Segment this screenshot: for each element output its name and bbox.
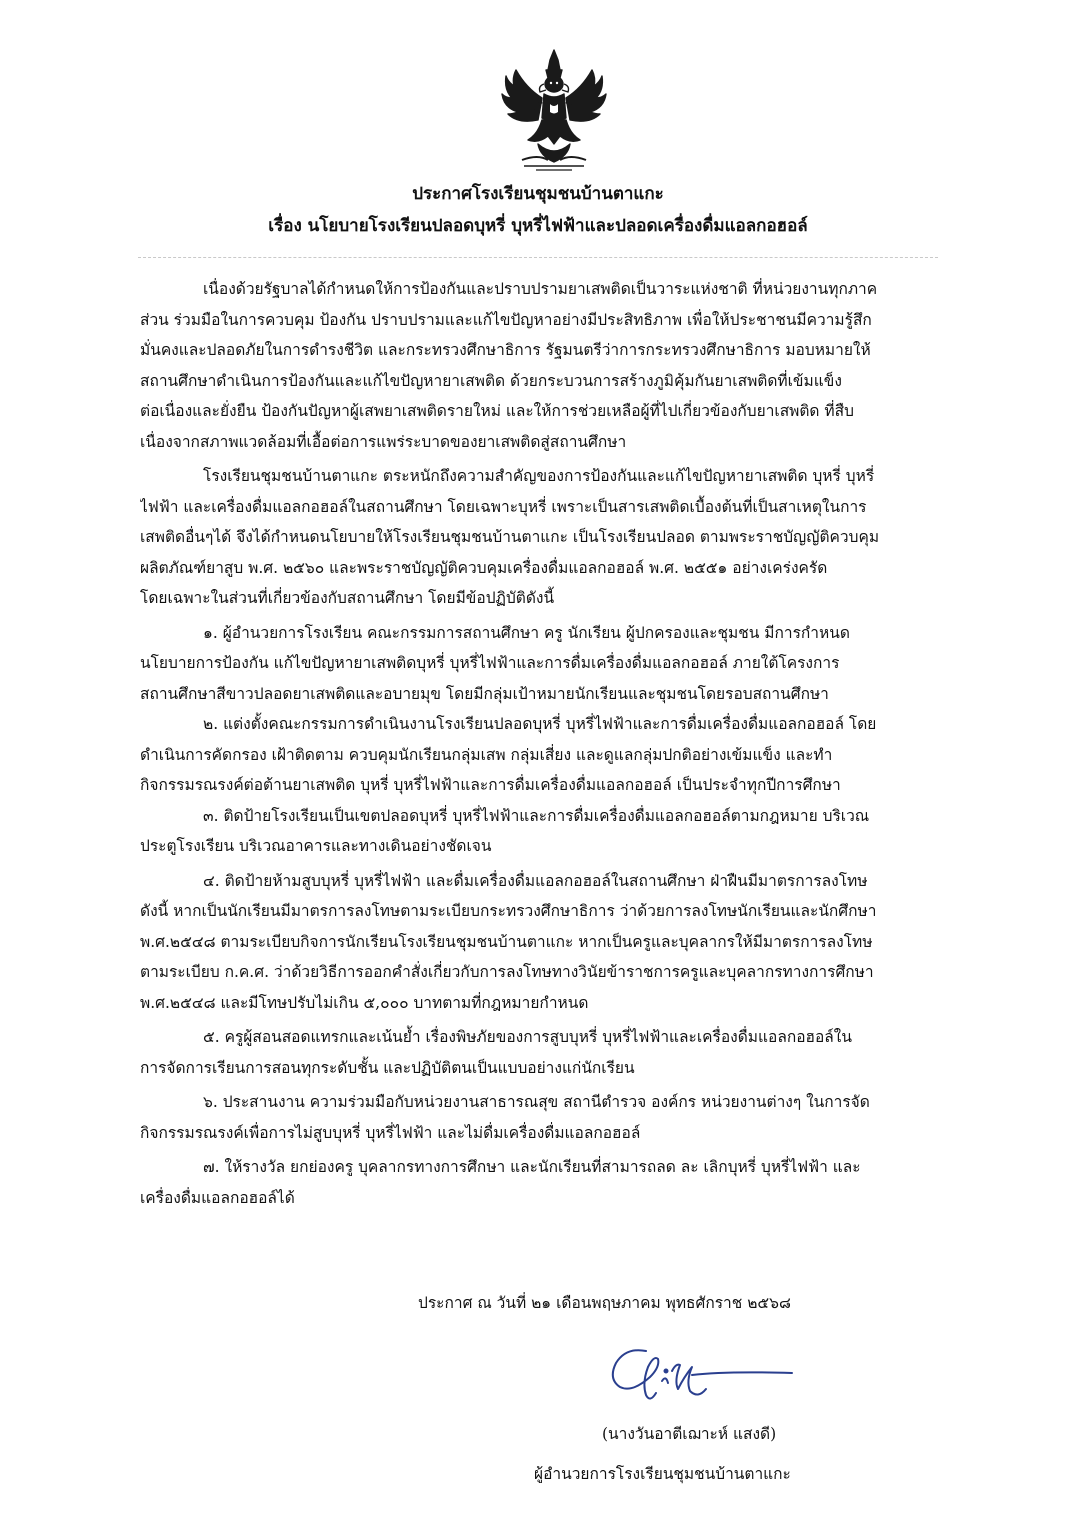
- title-divider: [138, 257, 938, 258]
- policy-item-3: [140, 801, 970, 862]
- text-line: พ.ศ.๒๕๔๘ และมีโทษปรับไม่เกิน ๕,๐๐๐ บาทตามที่กฎหมายกำหนด: [140, 993, 589, 1012]
- announcement-subject: เรื่อง นโยบายโรงเรียนปลอดบุหรี่ บุหรี่ไฟฟ้าและปลอดเครื่องดื่มแอลกอฮอล์: [268, 216, 808, 236]
- text-line: เครื่องดื่มแอลกอฮอล์ได้: [140, 1188, 295, 1207]
- text-line: ดำเนินการคัดกรอง เฝ้าติดตาม ควบคุมนักเรียนกลุ่มเสพ กลุ่มเสี่ยง และดูแลกลุ่มปกติอย่างเข้มแข็ง และทำ: [140, 745, 833, 764]
- text-line: ๗. ให้รางวัล ยกย่องครู บุคลากรทางการศึกษา และนักเรียนที่สามารถลด ละ เลิกบุหรี่ บุหรี่ไฟฟ้า และ: [203, 1158, 861, 1176]
- text-line: ๖. ประสานงาน ความร่วมมือกับหน่วยงานสาธารณสุข สถานีตำรวจ องค์กร หน่วยงานต่างๆ ในการจัด: [203, 1093, 870, 1111]
- text-line: ดังนี้ หากเป็นนักเรียนมีมาตรการลงโทษตามระเบียบกระทรวงศึกษาธิการ ว่าด้วยการลงโทษนักเรียนและนักศึกษา: [140, 902, 877, 920]
- text-line: กิจกรรมรณรงค์เพื่อการไม่สูบบุหรี่ บุหรี่ไฟฟ้า และไม่ดื่มเครื่องดื่มแอลกอฮอล์: [140, 1123, 641, 1142]
- text-line: ตามระเบียบ ก.ค.ศ. ว่าด้วยวิธีการออกคำสั่งเกี่ยวกับการลงโทษทางวินัยข้าราชการครูและบุคลากรทางการศึกษา: [140, 963, 874, 981]
- policy-item-6: [140, 1087, 970, 1148]
- text-line: ๒. แต่งตั้งคณะกรรมการดำเนินงานโรงเรียนปลอดบุหรี่ บุหรี่ไฟฟ้าและการดื่มเครื่องดื่มแอลกอฮอล์ โดย: [203, 715, 877, 733]
- text-line: เสพติดอื่นๆได้ จึงได้กำหนดนโยบายให้โรงเรียนชุมชนบ้านตาแกะ เป็นโรงเรียนปลอด ตามพระราชบัญญัติควบคุม: [140, 528, 880, 546]
- policy-item-5: [140, 1022, 970, 1083]
- text-line: ๔. ติดป้ายห้ามสูบบุหรี่ บุหรี่ไฟฟ้า และดื่มเครื่องดื่มแอลกอฮอล์ในสถานศึกษา ฝ่าฝืนมีมาตรการลงโทษ: [203, 871, 868, 890]
- announcement-title: ประกาศโรงเรียนชุมชนบ้านตาแกะ: [412, 184, 664, 204]
- text-line: เนื่องจากสภาพแวดล้อมที่เอื้อต่อการแพร่ระบาดของยาเสพติดสู่สถานศึกษา: [140, 432, 627, 451]
- text-line: การจัดการเรียนการสอนทุกระดับชั้น และปฏิบัติตนเป็นแบบอย่างแก่นักเรียน: [140, 1058, 635, 1077]
- signature-icon: [606, 1337, 796, 1417]
- text-line: เนื่องด้วยรัฐบาลได้กำหนดให้การป้องกันและปราบปรามยาเสพติดเป็นวาระแห่งชาติ ที่หน่วยงานทุกภาค: [203, 280, 878, 298]
- policy-item-7: [140, 1152, 970, 1213]
- text-line: ประตูโรงเรียน บริเวณอาคารและทางเดินอย่างชัดเจน: [140, 837, 492, 855]
- text-line: สถานศึกษาสีขาวปลอดยาเสพติดและอบายมุข โดยมีกลุ่มเป้าหมายนักเรียนและชุมชนโดยรอบสถานศึกษา: [140, 684, 829, 703]
- handwritten-signature: [606, 1337, 796, 1417]
- announcement-body: [140, 274, 970, 1213]
- text-line: โรงเรียนชุมชนบ้านตาแกะ ตระหนักถึงความสำคัญของการป้องกันและแก้ไขปัญหายาเสพติด บุหรี่ บุหรี่: [203, 467, 875, 485]
- text-line: ผลิตภัณฑ์ยาสูบ พ.ศ. ๒๕๖๐ และพระราชบัญญัติควบคุมเครื่องดื่มแอลกอฮอล์ พ.ศ. ๒๕๕๑ อย่างเคร่งครัด: [140, 558, 828, 577]
- garuda-emblem-icon: [498, 48, 610, 172]
- text-line: นโยบายการป้องกัน แก้ไขปัญหายาเสพติดบุหรี่ บุหรี่ไฟฟ้าและการดื่มเครื่องดื่มแอลกอฮอล์ ภายใต้โครงการ: [140, 654, 840, 672]
- garuda-emblem: [498, 48, 610, 172]
- text-line: ๕. ครูผู้สอนสอดแทรกและเน้นย้ำ เรื่องพิษภัยของการสูบบุหรี่ บุหรี่ไฟฟ้าและเครื่องดื่มแอลกอฮอล์ใน: [203, 1028, 852, 1046]
- policy-item-4: [140, 866, 970, 1019]
- paragraph-intro: [140, 274, 970, 457]
- text-line: ส่วน ร่วมมือในการควบคุม ป้องกัน ปราบปรามและแก้ไขปัญหาอย่างมีประสิทธิภาพ เพื่อให้ประชาชนมีความรู้สึก: [140, 310, 872, 329]
- text-line: โดยเฉพาะในส่วนที่เกี่ยวข้องกับสถานศึกษา โดยมีข้อปฏิบัติดังนี้: [140, 589, 555, 607]
- text-line: พ.ศ.๒๕๔๘ ตามระเบียบกิจการนักเรียนโรงเรียนชุมชนบ้านตาแกะ หากเป็นครูและบุคลากรให้มีมาตรการลงโทษ: [140, 932, 873, 951]
- signer-name: (นางวันอาตีเฌาะห์ แสงดี): [602, 1425, 777, 1443]
- text-line: ๓. ติดป้ายโรงเรียนเป็นเขตปลอดบุหรี่ บุหรี่ไฟฟ้าและการดื่มเครื่องดื่มแอลกอฮอล์ตามกฎหมาย บริเวณ: [203, 806, 870, 825]
- text-line: ๑. ผู้อำนวยการโรงเรียน คณะกรรมการสถานศึกษา ครู นักเรียน ผู้ปกครองและชุมชน มีการกำหนด: [203, 623, 850, 642]
- text-line: กิจกรรมรณรงค์ต่อต้านยาเสพติด บุหรี่ บุหรี่ไฟฟ้าและการดื่มเครื่องดื่มแอลกอฮอล์ เป็นประจำทุกปีการศึกษา: [140, 776, 841, 794]
- paragraph-school-policy: [140, 461, 970, 614]
- policy-item-2: [140, 709, 970, 801]
- text-line: ไฟฟ้า และเครื่องดื่มแอลกอฮอล์ในสถานศึกษา โดยเฉพาะบุหรี่ เพราะเป็นสารเสพติดเบื้องต้นที่เป็นสาเหตุในการ: [140, 497, 867, 516]
- signer-position: ผู้อำนวยการโรงเรียนชุมชนบ้านตาแกะ: [534, 1465, 791, 1483]
- text-line: ต่อเนื่องและยั่งยืน ป้องกันปัญหาผู้เสพยาเสพติดรายใหม่ และให้การช่วยเหลือผู้ที่ไปเกี่ยวข้องกับยาเสพติด ที่สืบ: [140, 402, 854, 420]
- policy-item-1: [140, 618, 970, 710]
- announcement-date: ประกาศ ณ วันที่ ๒๑ เดือนพฤษภาคม พุทธศักราช ๒๕๖๘: [418, 1294, 791, 1312]
- text-line: สถานศึกษาดำเนินการป้องกันและแก้ไขปัญหายาเสพติด ด้วยกระบวนการสร้างภูมิคุ้มกันยาเสพติดที่เข้มแข็ง: [140, 371, 842, 390]
- text-line: มั่นคงและปลอดภัยในการดำรงชีวิต และกระทรวงศึกษาธิการ รัฐมนตรีว่าการกระทรวงศึกษาธิการ มอบหมายให้: [140, 341, 871, 359]
